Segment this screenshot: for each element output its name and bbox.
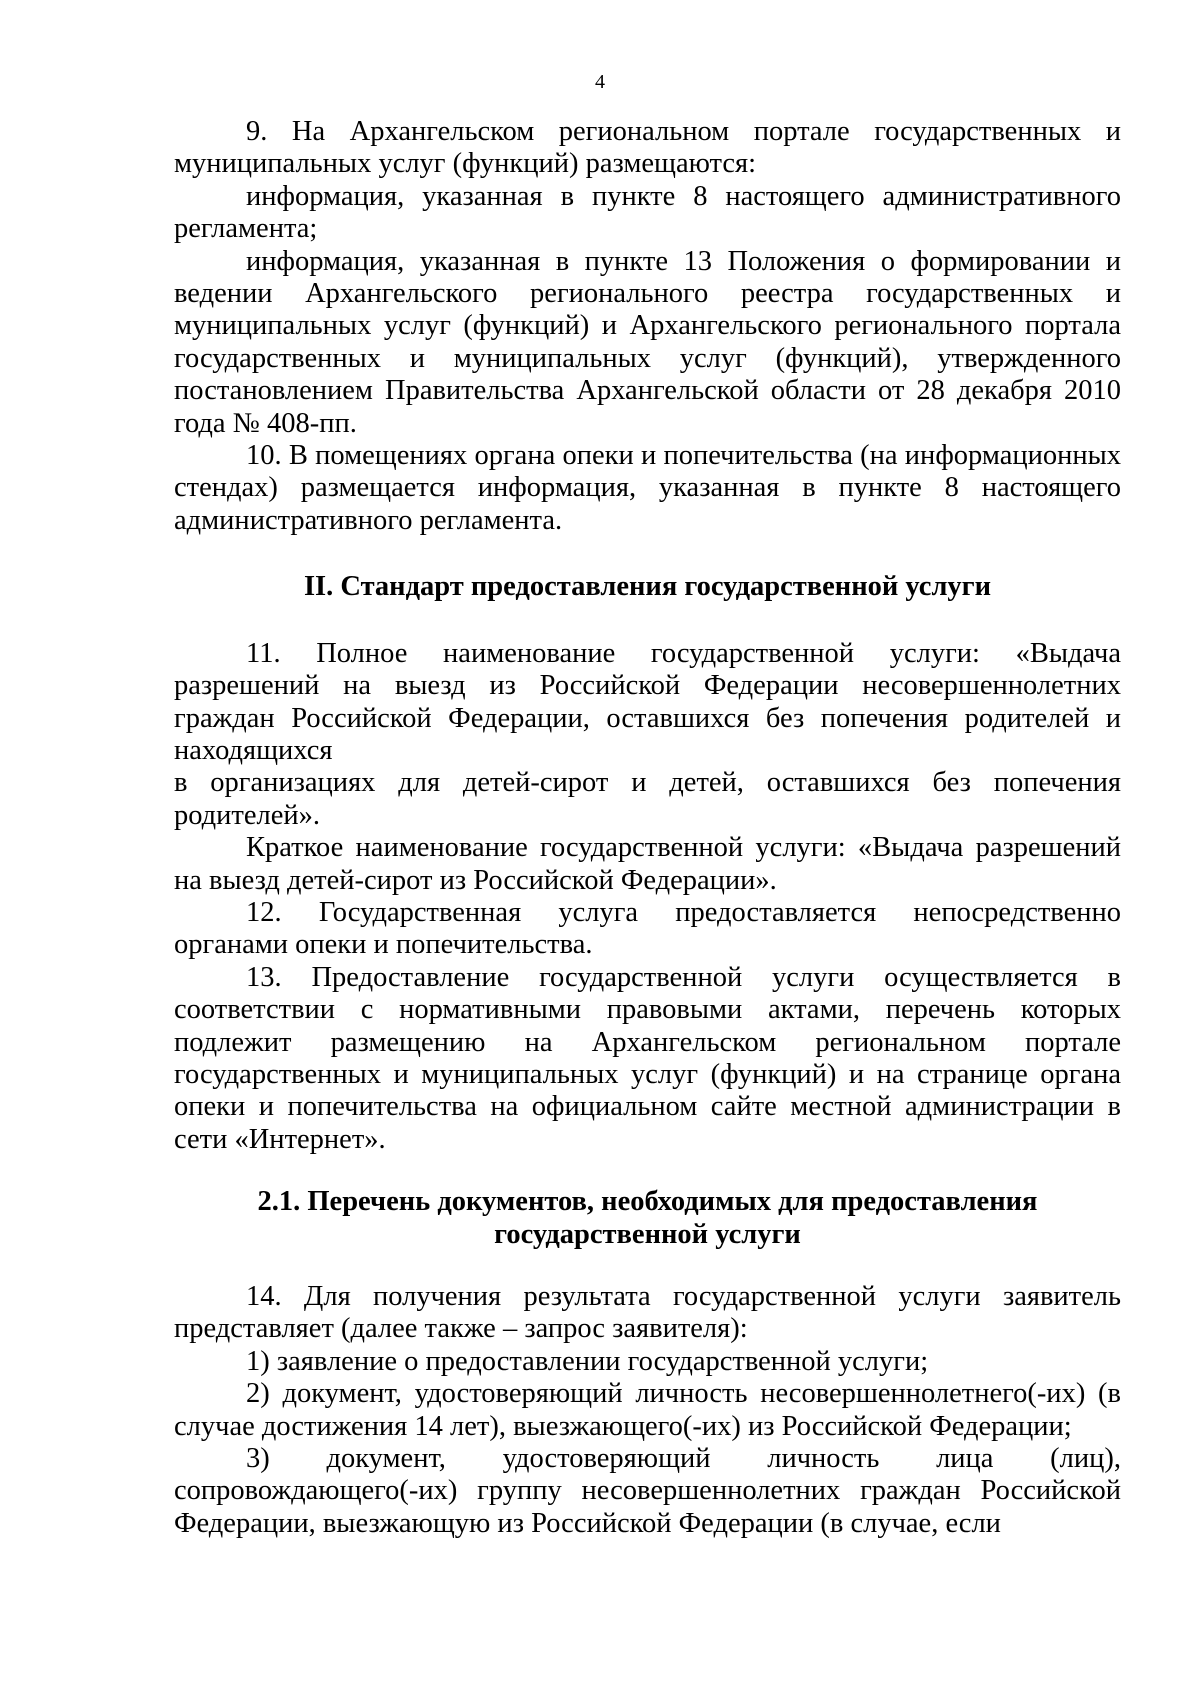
paragraph-9-item-1: информация, указанная в пункте 8 настоящего административного регламента; xyxy=(174,180,1121,245)
paragraph-14-item-3: 3) документ, удостоверяющий личность лица (лиц), сопровождающего(-их) группу несовершеннолетних граждан Российской Федерации, выезжающую из Российской Федерации (в случае, если xyxy=(174,1443,1121,1539)
section-heading-2: II. Стандарт предоставления государственной услуги xyxy=(303,571,992,603)
paragraph-10: 10. В помещениях органа опеки и попечительства (на информационных стендах) размещается информация, указанная в пункте 8 настоящего административного регламента. xyxy=(174,440,1121,536)
paragraph-9-item-2: информация, указанная в пункте 13 Положения о формировании и ведении Архангельского регионального реестра государственных и муниципальных услуг (функций) и Архангельского регионального портала государственных и муниципальных услуг (функций), утвержденного постановлением Правительства Архангельской области от 28 декабря 2010 года № 408-пп. xyxy=(174,245,1121,439)
paragraph-12: 12. Государственная услуга предоставляется непосредственно органами опеки и попечительства. xyxy=(174,896,1121,961)
spacer xyxy=(174,1251,1121,1281)
page-number: 4 xyxy=(595,71,605,93)
paragraph-11-continuation: в организациях для детей-сирот и детей, оставшихся без попечения родителей». xyxy=(174,767,1121,831)
paragraph-9: 9. На Архангельском региональном портале государственных и муниципальных услуг (функций) размещаются: xyxy=(174,116,1121,180)
section-heading-2-1-line-1: 2.1. Перечень документов, необходимых для предоставления xyxy=(257,1186,1038,1218)
paragraph-14-item-1: 1) заявление о предоставлении государственной услуги; xyxy=(246,1345,929,1377)
section-heading-2-1-line-2: государственной услуги xyxy=(494,1218,801,1250)
paragraph-11-short-name: Краткое наименование государственной услуги: «Выдача разрешений на выезд детей-сирот из Российской Федерации». xyxy=(174,832,1121,896)
document-body xyxy=(174,116,1121,1540)
spacer xyxy=(174,604,1121,638)
paragraph-11: 11. Полное наименование государственной услуги: «Выдача разрешений на выезд из Российской Федерации несовершеннолетних граждан Российской Федерации, оставшихся без попечения родителей и находящихся xyxy=(174,637,1121,766)
paragraph-14-item-2: 2) документ, удостоверяющий личность несовершеннолетнего(-их) (в случае достижения 14 лет), выезжающего(-их) из Российской Федерации; xyxy=(174,1378,1121,1442)
spacer xyxy=(174,1156,1121,1186)
paragraph-13: 13. Предоставление государственной услуги осуществляется в соответствии с нормативными правовыми актами, перечень которых подлежит размещению на Архангельском региональном портале государственных и муниципальных услуг (функций) и на странице органа опеки и попечительства на официальном сайте местной администрации в сети «Интернет». xyxy=(174,961,1121,1155)
spacer xyxy=(174,537,1121,571)
paragraph-14: 14. Для получения результата государственной услуги заявитель представляет (далее также – запрос заявителя): xyxy=(174,1281,1121,1345)
